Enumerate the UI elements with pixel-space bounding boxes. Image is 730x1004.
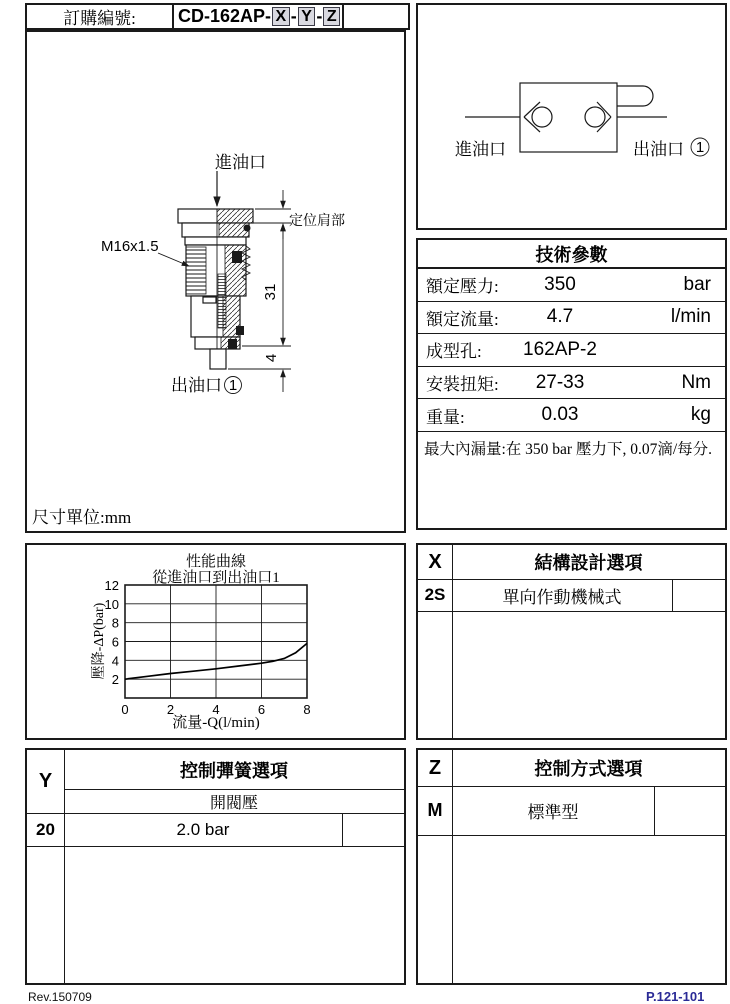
performance-curve-chart — [27, 545, 404, 738]
plot-area — [105, 578, 311, 717]
symbol-outlet-port-no: 1 — [695, 139, 705, 156]
seal — [236, 326, 244, 335]
valve-body — [178, 209, 253, 369]
thread-arrow — [158, 253, 189, 266]
seal — [232, 251, 242, 263]
model-code-z: Z — [323, 7, 340, 26]
leakage-note: 最大內漏量:在 350 bar 壓力下, 0.07滴/每分. — [424, 440, 713, 458]
option-label: 標準型 — [527, 803, 579, 822]
tech-row-value: 162AP-2 — [523, 338, 597, 360]
cell-divider — [672, 579, 673, 611]
control-options-table — [416, 748, 727, 985]
hydraulic-symbol-panel — [416, 3, 727, 230]
x-axis-label: 流量-Q(l/min) — [172, 715, 260, 731]
thread-area — [186, 247, 206, 294]
tech-row-value: 350 — [544, 273, 576, 295]
table-row — [418, 399, 725, 432]
tech-row-label: 額定流量: — [426, 309, 499, 329]
symbol-inlet-label: 進油口 — [455, 140, 506, 159]
table-row — [418, 579, 725, 612]
tech-row-unit: l/min — [670, 306, 711, 328]
tech-row-value: 27-33 — [535, 371, 585, 393]
options-title: 控制方式選項 — [534, 759, 643, 779]
spring — [218, 274, 226, 328]
y-axis-label: 壓降-ΔP(bar) — [92, 602, 107, 680]
seal — [228, 339, 237, 349]
y-tick-label: 6 — [111, 634, 119, 650]
shoulder-label: 定位肩部 — [289, 214, 345, 229]
drawing-inlet-label: 進油口 — [215, 153, 266, 172]
option-code: 20 — [36, 820, 55, 839]
tech-row-label: 成型孔: — [426, 342, 482, 362]
option-code: M — [427, 800, 443, 820]
tech-row-value: 4.7 — [546, 306, 574, 328]
model-prefix: CD-162AP- — [178, 6, 272, 26]
drawing-outlet-port-no: 1 — [228, 377, 238, 394]
valve-section-drawing — [27, 32, 404, 531]
cell-divider — [342, 814, 343, 846]
spring-options-table — [25, 748, 406, 985]
drawing-panel — [25, 30, 406, 533]
table-row — [418, 302, 725, 335]
model-dash-2: - — [316, 6, 323, 26]
x-tick-label: 4 — [212, 702, 220, 717]
table-row — [27, 813, 404, 847]
model-number — [174, 5, 344, 28]
x-tick-label: 6 — [257, 702, 266, 717]
order-number-label: 訂購編號: — [27, 5, 174, 28]
model-code-x: X — [272, 7, 290, 26]
tech-title: 技術參數 — [418, 240, 725, 269]
dim-31: 31 — [262, 283, 279, 301]
seal — [244, 225, 251, 232]
tech-row-label: 重量: — [426, 407, 465, 427]
drawing-outlet-label: 出油口 — [171, 376, 222, 395]
dimension-unit-note: 尺寸單位:mm — [32, 508, 132, 527]
dim-4: 4 — [263, 353, 280, 363]
y-tick-label: 4 — [111, 653, 119, 669]
order-header-empty-cell — [344, 5, 408, 28]
order-number-header — [25, 3, 410, 30]
tech-row-label: 額定壓力: — [426, 277, 499, 297]
revision-number: Rev.150709 — [28, 990, 92, 1004]
options-code-letter: X — [428, 550, 442, 573]
options-code-letter: Y — [38, 770, 53, 792]
x-tick-label: 0 — [121, 702, 129, 717]
options-title: 控制彈簧選項 — [64, 750, 404, 790]
option-code: 2S — [424, 585, 446, 604]
performance-curve-panel — [25, 543, 406, 740]
page-number: P.121-101 — [646, 989, 705, 1004]
model-dash-1: - — [290, 6, 297, 26]
tech-row-unit: kg — [690, 404, 711, 426]
option-label: 單向作動機械式 — [502, 587, 622, 607]
table-row — [418, 367, 725, 400]
tech-row-unit: bar — [683, 273, 711, 295]
structure-options-table — [416, 543, 727, 740]
table-row — [418, 269, 725, 302]
y-tick-label: 2 — [111, 672, 119, 688]
symbol-outlet-label: 出油口 — [633, 140, 684, 159]
options-header — [418, 750, 725, 787]
tech-row-unit: Nm — [681, 371, 711, 393]
thread-label: M16x1.5 — [101, 238, 159, 255]
x-tick-label: 8 — [303, 702, 311, 717]
tech-row-label: 安裝扭矩: — [426, 375, 499, 395]
pilot-loop — [617, 86, 653, 106]
x-tick-label: 2 — [166, 702, 175, 717]
y-tick-label: 12 — [104, 578, 119, 593]
model-code-y: Y — [298, 7, 316, 26]
chart-subtitle: 從進油口到出油口1 — [152, 570, 280, 586]
hydraulic-symbol — [418, 5, 725, 228]
tech-row-value: 0.03 — [541, 404, 579, 426]
options-subtitle: 開閥壓 — [209, 795, 258, 812]
options-code-letter: Z — [428, 756, 442, 779]
y-tick-label: 8 — [111, 615, 119, 631]
option-label: 2.0 bar — [176, 820, 230, 839]
technical-parameters-table — [416, 238, 727, 530]
y-tick-label: 10 — [104, 596, 119, 612]
table-row — [418, 786, 725, 836]
options-title: 結構設計選項 — [534, 553, 643, 573]
table-row — [418, 334, 725, 367]
options-header — [418, 545, 725, 580]
symbol-envelope — [520, 83, 617, 152]
cell-divider — [654, 786, 655, 835]
chart-title: 性能曲線 — [185, 554, 247, 570]
